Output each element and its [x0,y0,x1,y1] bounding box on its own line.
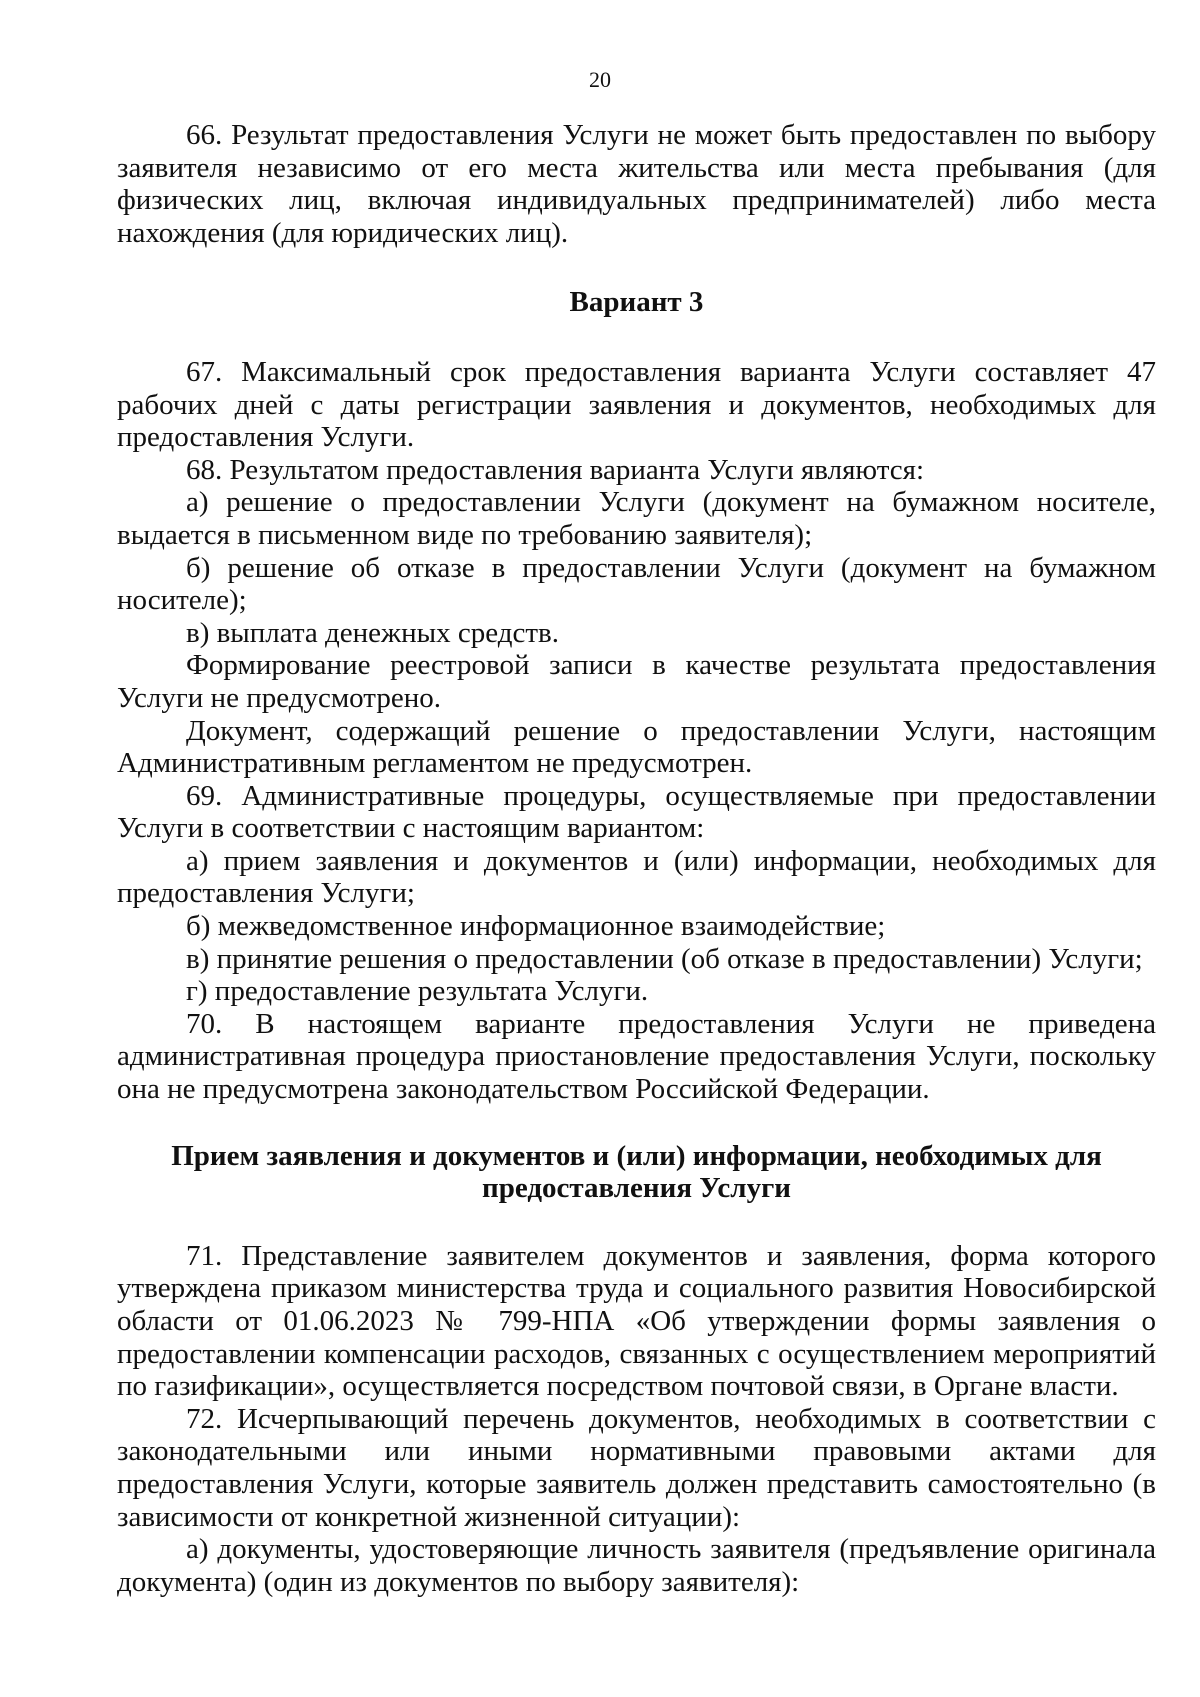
list-item-68-b: б) решение об отказе в предоставлении Услуги (документ на бумажном носителе); [117,551,1156,617]
section-heading-line-1: Прием заявления и документов и (или) информации, необходимых для [171,1139,1102,1172]
document-body [117,119,1156,1598]
note-registry-record: Формирование реестровой записи в качестве результата предоставления Услуги не предусмотрено. [117,649,1156,714]
paragraph-72: 72. Исчерпывающий перечень документов, необходимых в соответствии с законодательными или иными нормативными правовыми актами для предоставления Услуги, которые заявитель должен представить самостоятельно (в зависимости от конкретной жизненной ситуации): [117,1402,1156,1533]
paragraph-71: 71. Представление заявителем документов и заявления, форма которого утверждена приказом министерства труда и социального развития Новосибирской области от 01.06.2023 № 799-НПА «Об утверждении формы заявления о предоставлении компенсации расходов, связанных с осуществлением мероприятий по газификации», осуществляется посредством почтовой связи, в Органе власти. [117,1239,1156,1403]
list-item-69-v: в) принятие решения о предоставлении (об отказе в предоставлении) Услуги; [186,942,1143,975]
paragraph-68: 68. Результатом предоставления варианта Услуги являются: [186,453,924,486]
section-heading [117,1140,1156,1205]
heading-variant-3: Вариант 3 [569,286,704,319]
list-item-69-b: б) межведомственное информационное взаимодействие; [186,910,886,943]
page-number: 20 [589,67,611,92]
list-item-68-a: а) решение о предоставлении Услуги (документ на бумажном носителе, выдается в письменном виде по требованию заявителя); [117,486,1156,551]
paragraph-70: 70. В настоящем варианте предоставления Услуги не приведена административная процедура приостановление предоставления Услуги, поскольку она не предусмотрена законодательством Российской Федерации. [117,1007,1156,1106]
list-item-69-g: г) предоставление результата Услуги. [186,975,649,1008]
paragraph-69: 69. Административные процедуры, осуществляемые при предоставлении Услуги в соответствии с настоящим вариантом: [117,779,1156,845]
note-decision-document: Документ, содержащий решение о предоставлении Услуги, настоящим Административным регламентом не предусмотрен. [117,714,1156,780]
paragraph-66: 66. Результат предоставления Услуги не может быть предоставлен по выбору заявителя независимо от его места жительства или места пребывания (для физических лиц, включая индивидуальных предпринимателей) либо места нахождения (для юридических лиц). [117,119,1156,249]
section-heading-line-2: предоставления Услуги [482,1172,791,1205]
list-item-69-a: а) прием заявления и документов и (или) информации, необходимых для предоставления Услуги; [117,844,1156,910]
paragraph-67: 67. Максимальный срок предоставления варианта Услуги составляет 47 рабочих дней с даты регистрации заявления и документов, необходимых для предоставления Услуги. [117,355,1156,454]
list-item-68-v: в) выплата денежных средств. [186,616,559,649]
list-item-72-a: а) документы, удостоверяющие личность заявителя (предъявление оригинала документа) (один из документов по выбору заявителя): [117,1533,1156,1598]
